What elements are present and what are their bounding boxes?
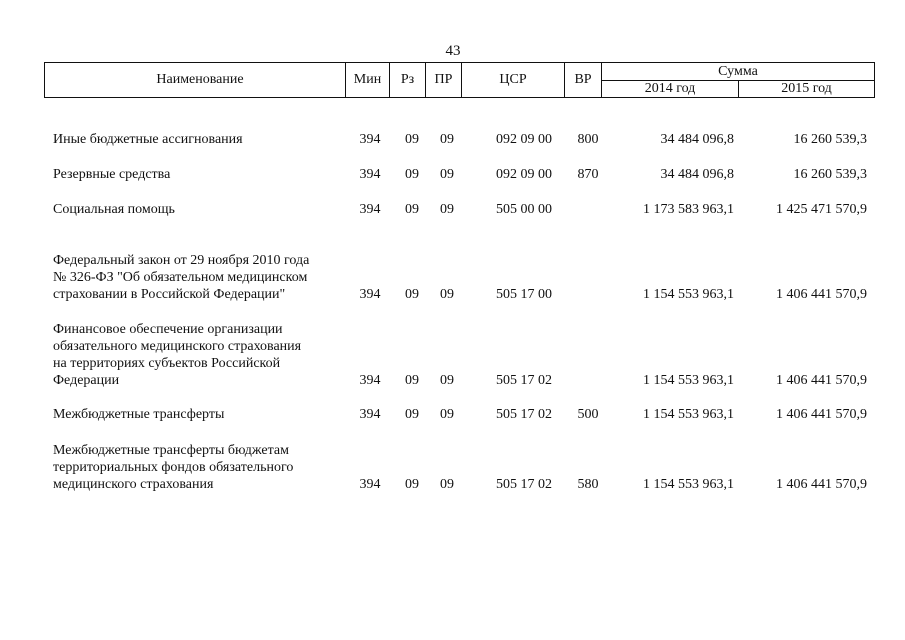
row-sum-2014: 1 154 553 963,1 <box>643 373 734 388</box>
row-pr: 09 <box>440 202 454 217</box>
row-name <box>53 252 353 303</box>
row-vr: 500 <box>577 407 599 422</box>
row-sum-2014: 1 154 553 963,1 <box>643 477 734 492</box>
row-name-line: страховании в Российской Федерации" <box>53 287 286 302</box>
row-name-line: обязательного медицинского страхования <box>53 339 302 354</box>
header-sum: Сумма <box>602 63 875 81</box>
row-min: 394 <box>359 202 381 217</box>
header-vr: ВР <box>565 63 602 98</box>
row-sum-2015: 1 406 441 570,9 <box>776 373 867 388</box>
header-pr: ПР <box>426 63 462 98</box>
row-sum-2014: 34 484 096,8 <box>660 132 734 147</box>
row-pr: 09 <box>440 373 454 388</box>
row-name <box>53 442 353 493</box>
row-pr: 09 <box>440 477 454 492</box>
row-csr: 505 00 00 <box>496 202 552 217</box>
row-min: 394 <box>359 167 381 182</box>
row-min: 394 <box>359 477 381 492</box>
row-sum-2015: 1 406 441 570,9 <box>776 477 867 492</box>
header-year-2014: 2014 год <box>602 81 739 98</box>
row-min: 394 <box>359 373 381 388</box>
header-year-2015: 2015 год <box>739 81 875 98</box>
row-name-line: территориальных фондов обязательного <box>53 460 294 475</box>
row-csr: 505 17 02 <box>496 407 552 422</box>
row-name-line: на территориях субъектов Российской <box>53 356 281 371</box>
row-pr: 09 <box>440 132 454 147</box>
row-name: Иные бюджетные ассигнования <box>53 132 243 147</box>
row-csr: 505 17 02 <box>496 477 552 492</box>
header-csr: ЦСР <box>462 63 565 98</box>
row-csr: 505 17 02 <box>496 373 552 388</box>
row-sum-2014: 1 154 553 963,1 <box>643 287 734 302</box>
row-name <box>53 321 353 389</box>
row-name-line: № 326-ФЗ "Об обязательном медицинском <box>53 270 308 285</box>
row-min: 394 <box>359 132 381 147</box>
row-sum-2015: 16 260 539,3 <box>793 167 867 182</box>
row-rz: 09 <box>405 287 419 302</box>
row-vr: 800 <box>577 132 599 147</box>
row-name: Межбюджетные трансферты <box>53 407 225 422</box>
row-name-line: Финансовое обеспечение организации <box>53 322 283 337</box>
row-sum-2015: 1 425 471 570,9 <box>776 202 867 217</box>
row-name-line: медицинского страхования <box>53 477 214 492</box>
row-rz: 09 <box>405 202 419 217</box>
row-name: Резервные средства <box>53 167 171 182</box>
header-min: Мин <box>346 63 390 98</box>
row-vr: 870 <box>577 167 599 182</box>
row-sum-2014: 1 154 553 963,1 <box>643 407 734 422</box>
row-rz: 09 <box>405 407 419 422</box>
row-rz: 09 <box>405 477 419 492</box>
row-sum-2015: 16 260 539,3 <box>793 132 867 147</box>
row-csr: 505 17 00 <box>496 287 552 302</box>
row-name-line: Федерации <box>53 373 120 388</box>
table-header <box>44 62 875 98</box>
row-pr: 09 <box>440 407 454 422</box>
row-csr: 092 09 00 <box>496 167 552 182</box>
header-rz: Рз <box>390 63 426 98</box>
row-name: Социальная помощь <box>53 202 175 217</box>
row-name-line: Межбюджетные трансферты бюджетам <box>53 443 289 458</box>
row-sum-2014: 34 484 096,8 <box>660 167 734 182</box>
row-rz: 09 <box>405 373 419 388</box>
row-pr: 09 <box>440 167 454 182</box>
row-min: 394 <box>359 407 381 422</box>
header-name: Наименование <box>45 63 346 98</box>
row-rz: 09 <box>405 132 419 147</box>
row-sum-2014: 1 173 583 963,1 <box>643 202 734 217</box>
row-csr: 092 09 00 <box>496 132 552 147</box>
row-rz: 09 <box>405 167 419 182</box>
row-pr: 09 <box>440 287 454 302</box>
row-sum-2015: 1 406 441 570,9 <box>776 407 867 422</box>
row-sum-2015: 1 406 441 570,9 <box>776 287 867 302</box>
row-vr: 580 <box>577 477 599 492</box>
page-number: 43 <box>445 43 461 59</box>
row-name-line: Федеральный закон от 29 ноября 2010 года <box>53 253 310 268</box>
row-min: 394 <box>359 287 381 302</box>
